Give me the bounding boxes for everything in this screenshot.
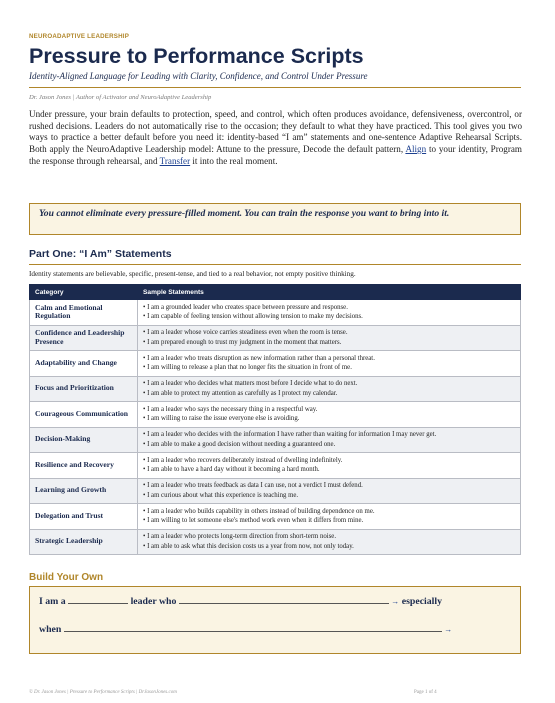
category-cell: Learning and Growth: [30, 478, 138, 504]
arrow-icon: →: [391, 597, 400, 606]
arrow-icon: →: [444, 625, 453, 634]
category-cell: Strategic Leadership: [30, 529, 138, 555]
page-subtitle: Identity-Aligned Language for Leading with Clarity, Confidence, and Control Under Pressure: [29, 71, 368, 81]
i-am-label: I am a: [39, 596, 66, 607]
sample-statement: • I am curious about what this experience is teaching me.: [143, 491, 515, 500]
category-cell: Confidence and Leadership Presence: [30, 325, 138, 351]
sample-statement: • I am a leader who decides with the information I have rather than waiting for information I may never get.: [143, 430, 515, 439]
table-row: [30, 325, 521, 351]
category-cell: Courageous Communication: [30, 402, 138, 428]
header-divider: [29, 87, 521, 88]
sample-statement: • I am able to make a good decision without needing a guaranteed one.: [143, 440, 515, 449]
sample-statement: • I am willing to release a plan that no longer fits the situation in front of me.: [143, 363, 515, 372]
category-cell: Decision-Making: [30, 427, 138, 453]
samples-cell: [138, 504, 521, 530]
behavior-blank-field[interactable]: [179, 594, 389, 604]
samples-cell: [138, 376, 521, 402]
table-row: [30, 427, 521, 453]
statements-table: [29, 284, 521, 555]
sample-statement: • I am a leader who protects long-term direction from short-term noise.: [143, 532, 515, 541]
table-row: [30, 504, 521, 530]
sample-statement: • I am a grounded leader who creates space between pressure and response.: [143, 303, 515, 312]
samples-cell: [138, 529, 521, 555]
table-row: [30, 453, 521, 479]
table-header-row: [30, 285, 521, 300]
part-one-lead: Identity statements are believable, specific, present-tense, and tied to a real behavior, not empty positive thinking.: [29, 270, 356, 278]
sample-statement: • I am a leader who says the necessary thing in a respectful way.: [143, 405, 515, 414]
sample-statement: • I am willing to let someone else's method work even when it differs from mine.: [143, 516, 515, 525]
build-your-own-heading: Build Your Own: [29, 572, 104, 583]
intro-text-1: Under pressure, your brain defaults to protection, speed, and control, which often produces avoidance, defensiveness, overcontrol, or rushed decisions. Leaders do not automatically rise to the occasion; they default to what they have practiced. This tool gives you two ways to practice a better default before you need it: identity-based “I am” statements and one-sentence Adaptive Rehearsal Scripts. Both apply the NeuroAdaptive Leadership model: Attune to the pressure, Decode the default pattern,: [29, 109, 522, 155]
leader-who-label: leader who: [130, 596, 177, 607]
build-line-two: [39, 622, 452, 635]
sample-statement: • I am a leader who builds capability in others instead of building dependence on me.: [143, 507, 515, 516]
situation-blank-field[interactable]: [64, 622, 442, 632]
samples-cell: [138, 300, 521, 326]
key-callout: You cannot eliminate every pressure-filled moment. You can train the response you want to bring into it.: [29, 203, 521, 235]
column-header-samples: Sample Statements: [138, 285, 521, 300]
page-number: Page 1 of 4: [414, 690, 437, 695]
sample-statement: • I am able to have a hard day without it becoming a hard month.: [143, 465, 515, 474]
sample-statement: • I am able to protect my attention as carefully as I protect my calendar.: [143, 389, 515, 398]
transfer-link[interactable]: Transfer: [159, 155, 191, 166]
table-row: [30, 300, 521, 326]
build-line-one: [39, 594, 442, 607]
sample-statement: • I am capable of feeling tension without allowing tension to make my decisions.: [143, 312, 515, 321]
build-your-own-box: [29, 586, 521, 654]
category-cell: Adaptability and Change: [30, 351, 138, 377]
table-row: [30, 376, 521, 402]
category-cell: Focus and Prioritization: [30, 376, 138, 402]
sample-statement: • I am able to ask what this decision costs us a year from now, not only today.: [143, 542, 515, 551]
intro-text-2: to your identity, Program the response through rehearsal, and: [29, 144, 522, 166]
sample-statement: • I am a leader who decides what matters most before I decide what to do next.: [143, 379, 515, 388]
sample-statement: • I am a leader who treats feedback as data I can use, not a verdict I must defend.: [143, 481, 515, 490]
align-link[interactable]: Align: [405, 144, 427, 155]
when-label: when: [39, 624, 62, 635]
sample-statement: • I am a leader who treats disruption as new information rather than a personal threat.: [143, 354, 515, 363]
samples-cell: [138, 427, 521, 453]
part-one-heading: Part One: “I Am” Statements: [29, 248, 172, 260]
sample-statement: • I am prepared enough to trust my judgment in the moment that matters.: [143, 338, 515, 347]
table-row: [30, 402, 521, 428]
category-cell: Calm and Emotional Regulation: [30, 300, 138, 326]
part-one-divider: [29, 264, 521, 265]
intro-text-3: it into the real moment.: [190, 155, 278, 166]
sample-statement: • I am a leader who recovers deliberately instead of dwelling indefinitely.: [143, 456, 515, 465]
column-header-category: Category: [30, 285, 138, 300]
eyebrow-label: NEUROADAPTIVE LEADERSHIP: [29, 33, 130, 40]
samples-cell: [138, 351, 521, 377]
category-cell: Delegation and Trust: [30, 504, 138, 530]
footer-credit: © Dr. Jason Jones | Pressure to Performance Scripts | DrJasonJones.com: [29, 690, 177, 695]
samples-cell: [138, 478, 521, 504]
samples-cell: [138, 453, 521, 479]
table-row: [30, 351, 521, 377]
sample-statement: • I am a leader whose voice carries steadiness even when the room is tense.: [143, 328, 515, 337]
samples-cell: [138, 325, 521, 351]
author-byline: Dr. Jason Jones | Author of Activator and NeuroAdaptive Leadership: [29, 94, 212, 101]
intro-paragraph: [29, 109, 522, 168]
table-row: [30, 529, 521, 555]
samples-cell: [138, 402, 521, 428]
category-cell: Resilience and Recovery: [30, 453, 138, 479]
sample-statement: • I am willing to raise the issue everyone else is avoiding.: [143, 414, 515, 423]
page-title: Pressure to Performance Scripts: [29, 44, 364, 68]
identity-blank-field[interactable]: [68, 594, 128, 604]
table-row: [30, 478, 521, 504]
especially-label: especially: [401, 596, 443, 607]
